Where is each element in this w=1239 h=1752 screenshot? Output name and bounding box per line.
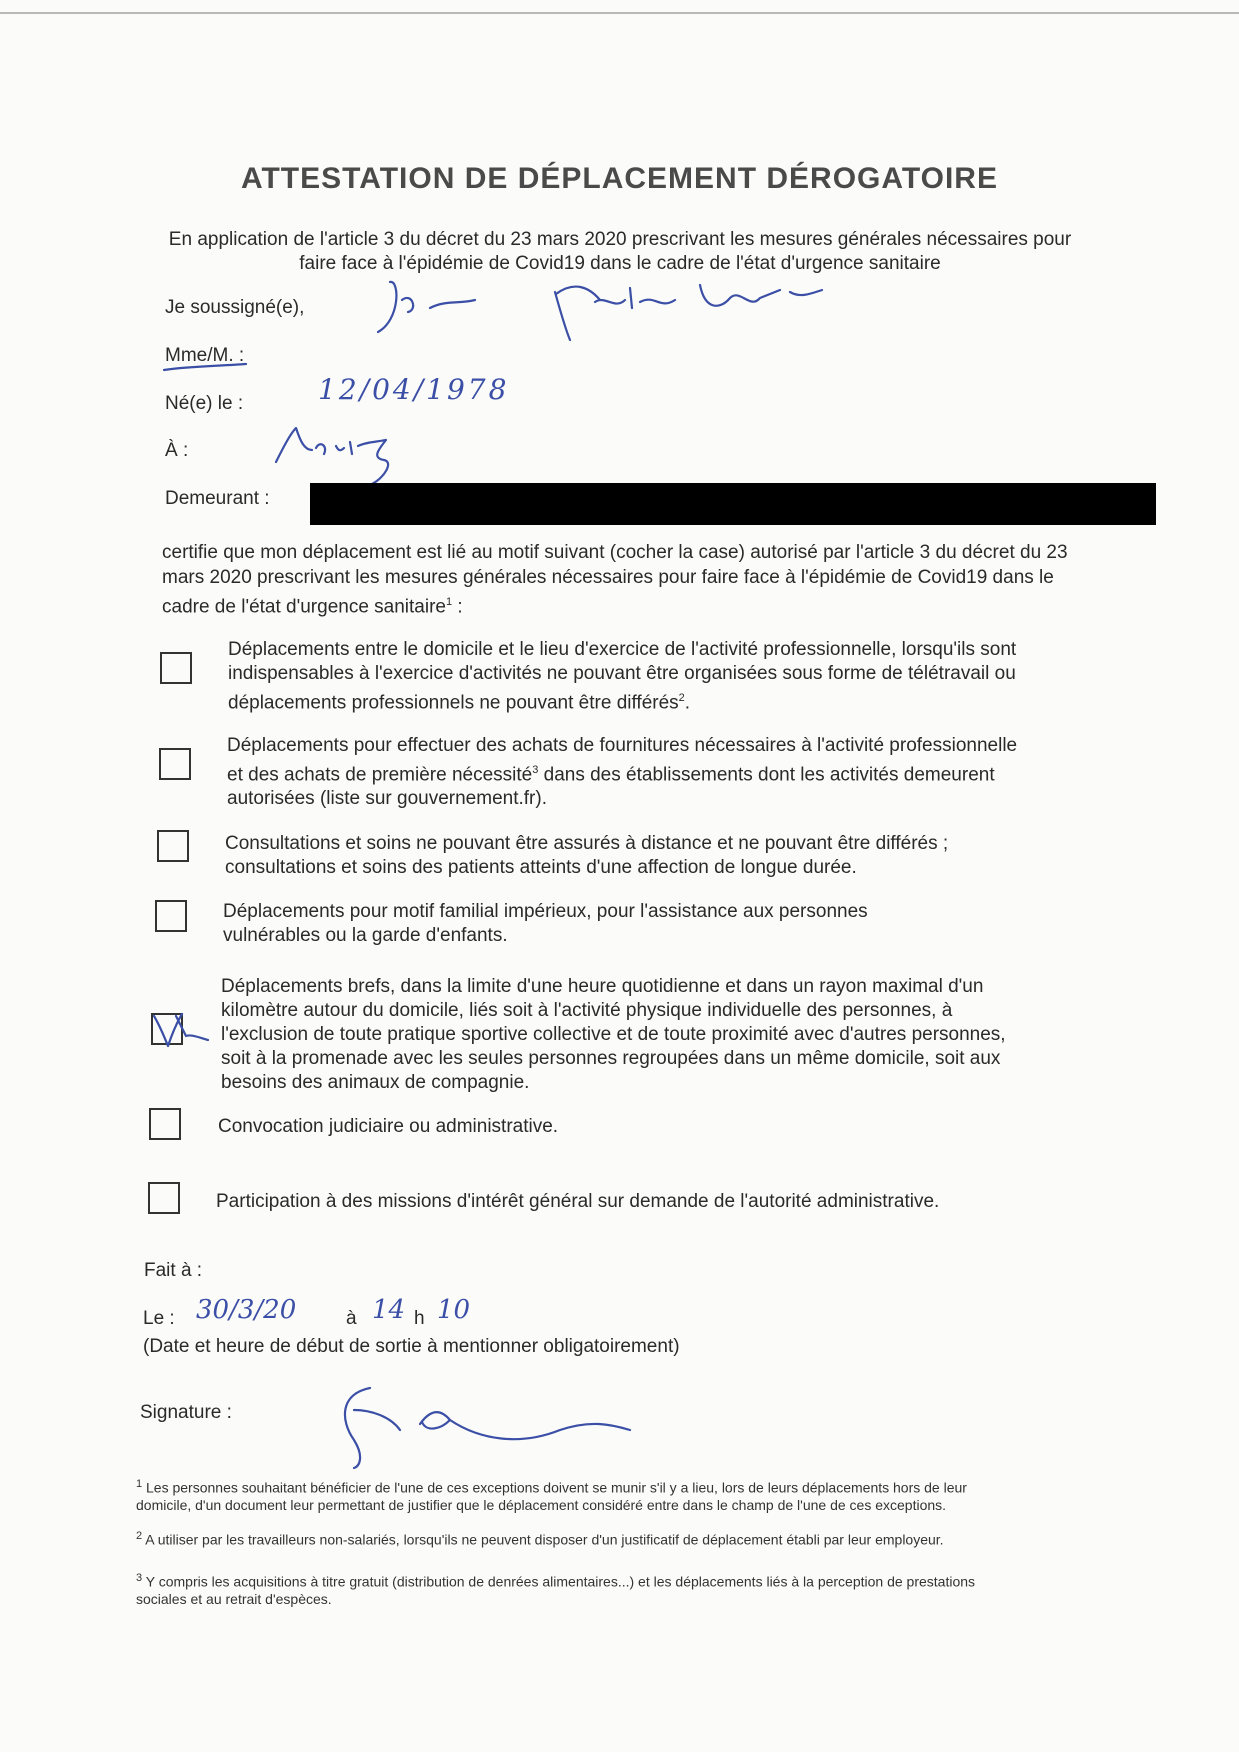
certify-footnote-ref: 1	[446, 596, 453, 608]
mme-label: Mme/M. :	[165, 345, 245, 366]
option-health: Consultations et soins ne pouvant être assurés à distance et ne pouvant être différés ; consultations et soins des patients atteints d'une affection de longue durée.	[225, 833, 949, 878]
mme-underline	[160, 362, 250, 374]
made-at-label: Fait à :	[144, 1260, 203, 1281]
footnote-3: $^3$ Y compris les acquisitions à titre gratuit (distribution de denrées alimentaires...) et les déplacements liés à la perception de prestations sociales et au retrait d'espèces.	[136, 1572, 976, 1607]
date-note: (Date et heure de début de sortie à mentionner obligatoirement)	[143, 1336, 680, 1357]
option-purchases-footnote-ref: 3	[532, 764, 539, 776]
option-family: Déplacements pour motif familial impérieux, pour l'assistance aux personnes vulnérables ou la garde d'enfants.	[223, 901, 868, 946]
birth-date-label: Né(e) le :	[165, 393, 244, 414]
option-professional-footnote-ref: 2	[678, 692, 685, 704]
checkbox-general-interest[interactable]	[148, 1182, 180, 1214]
option-purchases: Déplacements pour effectuer des achats de fournitures nécessaires à l'activité professionnelle et des achats de première nécessité$^3$ dans des établissements dont les activités demeurent autorisées (liste sur gouvernement.fr).	[227, 735, 1018, 810]
checkbox-judicial[interactable]	[149, 1108, 181, 1140]
certify-paragraph	[162, 540, 1102, 619]
handwritten-date: 30/3/20	[196, 1295, 297, 1325]
handwritten-signature	[330, 1380, 650, 1470]
footnote-2: $^2$ A utiliser par les travailleurs non-salariés, lorsqu'ils ne peuvent disposer d'un justificatif de déplacement établi par leur employeur.	[136, 1530, 944, 1548]
certify-end: :	[452, 596, 463, 618]
birthplace-label: À :	[165, 440, 189, 461]
handwritten-birthplace	[268, 420, 408, 490]
option-professional-text: Déplacements entre le domicile et le lieu d'exercice de l'activité professionnelle, lorsqu'ils sont indispensables à l'exercice d'activités ne pouvant être organisées sous forme de télétravail ou déplacements professionnels ne pouvant être différés	[228, 639, 1017, 714]
checkbox-family[interactable]	[155, 900, 187, 932]
at-time-label: à	[346, 1308, 357, 1329]
option-physical-activity: Déplacements brefs, dans la limite d'une heure quotidienne et dans un rayon maximal d'un kilomètre autour du domicile, liés soit à l'activité physique individuelle des personnes, à l'exclusion de toute pratique sportive collective et de toute proximité avec d'autres personnes, soit à la promenade avec les seules personnes regroupées dans un même domicile, soit aux besoins des animaux de compagnie.	[221, 976, 1006, 1093]
intro-paragraph: En application de l'article 3 du décret du 23 mars 2020 prescrivant les mesures générales nécessaires pour faire face à l'épidémie de Covid19 dans le cadre de l'état d'urgence sanitaire	[168, 229, 1072, 274]
option-professional: Déplacements entre le domicile et le lieu d'exercice de l'activité professionnelle, lorsqu'ils sont indispensables à l'exercice d'activités ne pouvant être organisées sous forme de télétravail ou déplacements professionnels ne pouvant être différés$^2$.	[228, 639, 1017, 714]
option-general-interest: Participation à des missions d'intérêt général sur demande de l'autorité administrative.	[216, 1191, 940, 1212]
checkmark-icon	[146, 1006, 212, 1052]
address-label: Demeurant :	[165, 488, 270, 509]
handwritten-minutes: 10	[437, 1295, 471, 1325]
date-label: Le :	[143, 1308, 175, 1329]
handwritten-hour: 14	[372, 1295, 406, 1325]
document-title: ATTESTATION DE DÉPLACEMENT DÉROGATOIRE	[241, 162, 998, 195]
checkbox-health[interactable]	[157, 830, 189, 862]
redacted-address	[310, 483, 1156, 525]
hour-label: h	[414, 1308, 425, 1329]
scan-edge-line	[0, 12, 1239, 14]
footnote-1: $^1$ Les personnes souhaitant bénéficier de l'une de ces exceptions doivent se munir s'il y a lieu, lors de leurs déplacements hors de leur domicile, d'un document leur permettant de justifier que le déplacement considéré entre dans le champ de l'une de ces exceptions.	[136, 1478, 967, 1513]
signature-label: Signature :	[140, 1402, 232, 1423]
option-judicial: Convocation judiciaire ou administrative.	[218, 1116, 559, 1137]
checkbox-professional[interactable]	[160, 652, 192, 684]
handwritten-birth-date: 12/04/1978	[318, 373, 510, 406]
checkbox-purchases[interactable]	[159, 748, 191, 780]
soussigne-label: Je soussigné(e),	[165, 297, 305, 318]
handwritten-name	[360, 270, 830, 350]
certify-text: certifie que mon déplacement est lié au motif suivant (cocher la case) autorisé par l'article 3 du décret du 23 mars 2020 prescrivant les mesures générales nécessaires pour faire face à l'épidémie de Covid19 dans le cadre de l'état d'urgence sanitaire	[162, 542, 1068, 618]
option-purchases-text: Déplacements pour effectuer des achats de fournitures nécessaires à l'activité professionnelle et des achats de première nécessité	[227, 735, 1018, 786]
